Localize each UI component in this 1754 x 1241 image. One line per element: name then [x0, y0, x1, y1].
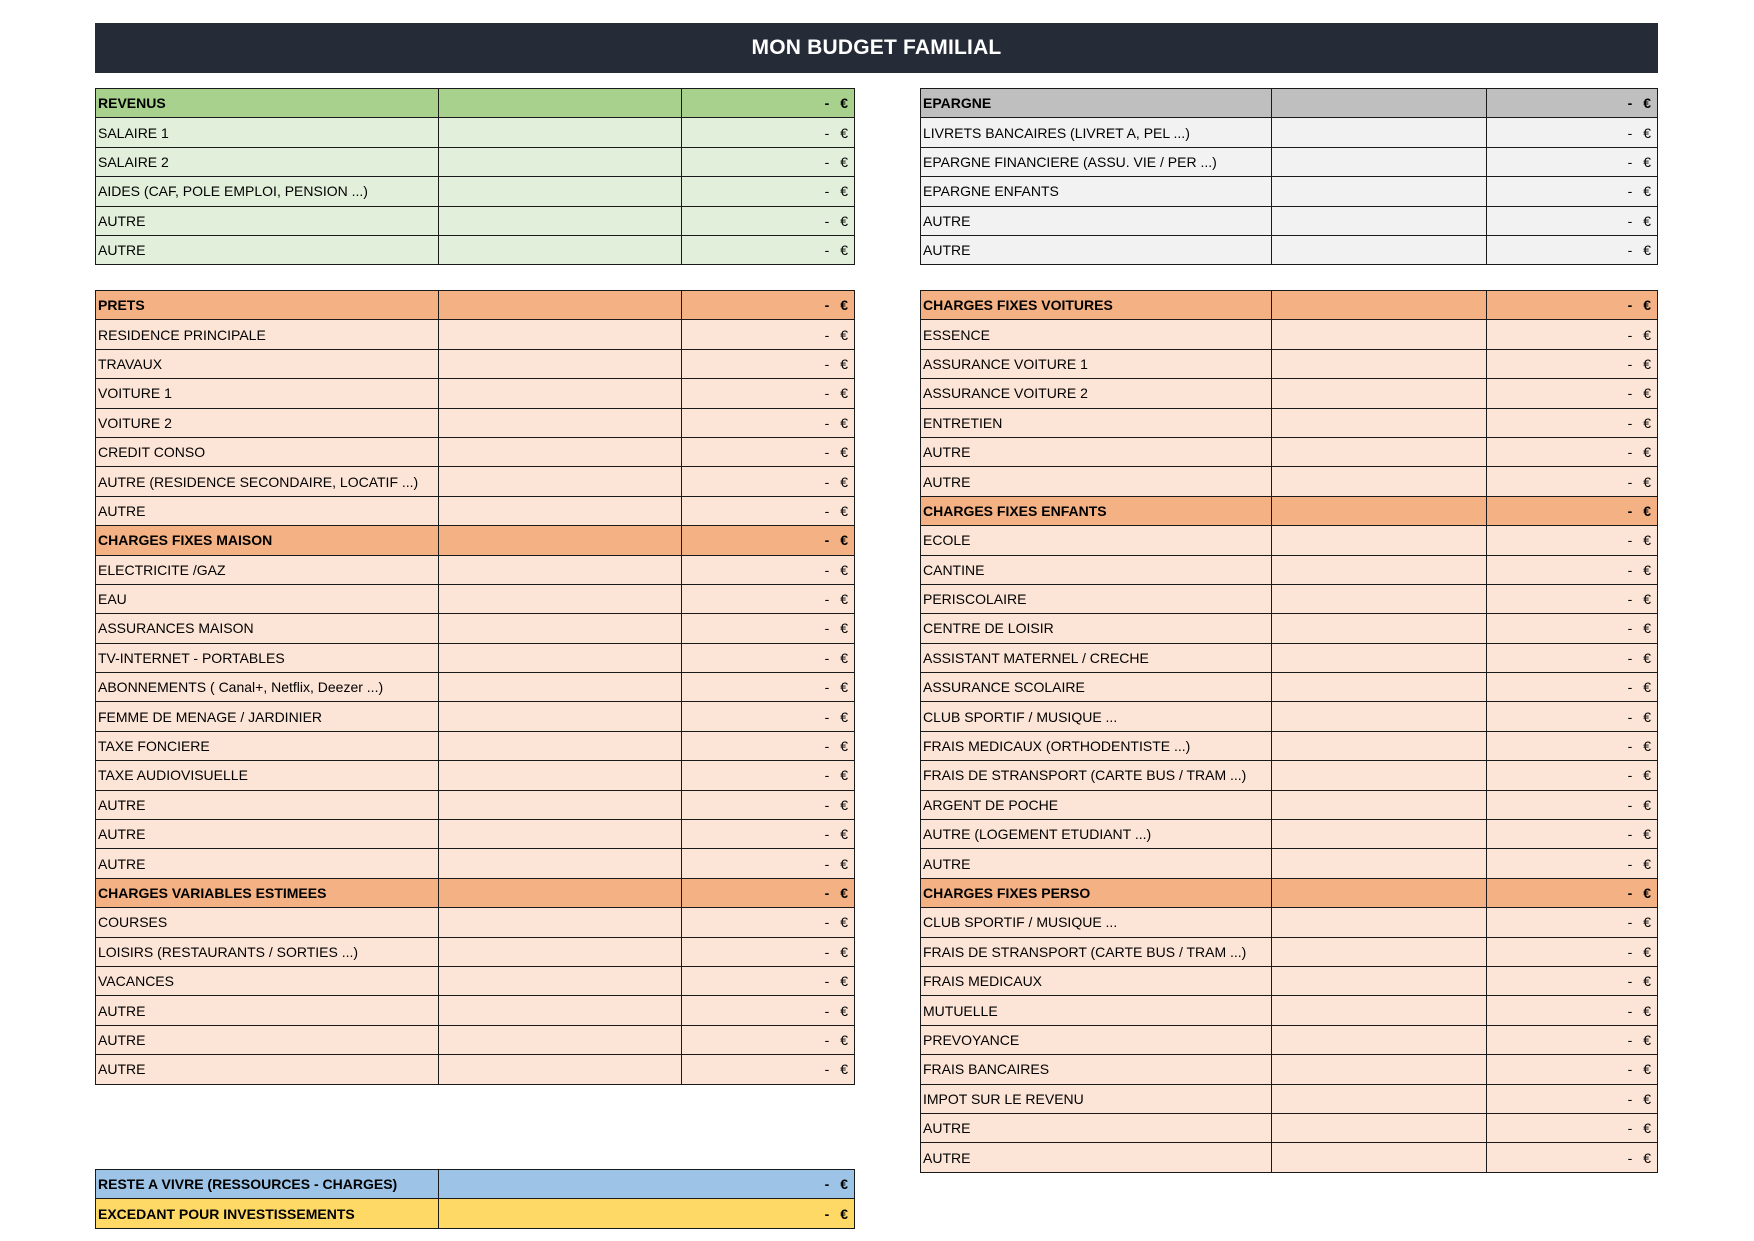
charges-maison-item-label: AUTRE	[96, 790, 439, 819]
charges-enfants-item-amount[interactable]: - €	[1487, 790, 1658, 819]
charges-perso-item-amount[interactable]: - €	[1487, 1055, 1658, 1084]
charges-maison-item-row	[96, 584, 855, 613]
charges-voitures-item-input-cell[interactable]	[1272, 349, 1487, 378]
prets-item-amount[interactable]: - €	[682, 496, 855, 525]
revenus-item-amount[interactable]: - €	[682, 235, 855, 264]
revenus-header-row	[96, 89, 855, 118]
charges-voitures-item-amount[interactable]: - €	[1487, 320, 1658, 349]
charges-enfants-item-amount[interactable]: - €	[1487, 526, 1658, 555]
charges-perso-item-label: AUTRE	[921, 1113, 1272, 1142]
charges-enfants-item-amount[interactable]: - €	[1487, 643, 1658, 672]
charges-perso-item-label: PREVOYANCE	[921, 1025, 1272, 1054]
charges-maison-item-amount[interactable]: - €	[682, 584, 855, 613]
charges-maison-item-row	[96, 731, 855, 760]
epargne-item-row	[921, 118, 1658, 147]
charges-enfants-item-row	[921, 702, 1658, 731]
charges-variables-header-input-cell	[439, 878, 682, 907]
charges-enfants-item-label: CENTRE DE LOISIR	[921, 614, 1272, 643]
charges-maison-item-row	[96, 555, 855, 584]
charges-enfants-item-label: ASSISTANT MATERNEL / CRECHE	[921, 643, 1272, 672]
charges-maison-item-amount[interactable]: - €	[682, 790, 855, 819]
charges-enfants-item-input-cell[interactable]	[1272, 790, 1487, 819]
charges-variables-header-amount: - €	[682, 878, 855, 907]
prets-item-input-cell[interactable]	[439, 496, 682, 525]
prets-header-amount: - €	[682, 291, 855, 320]
charges-perso-item-input-cell[interactable]	[1272, 1025, 1487, 1054]
epargne-item-input-cell[interactable]	[1272, 235, 1487, 264]
charges-voitures-item-label: ASSURANCE VOITURE 1	[921, 349, 1272, 378]
charges-variables-item-row	[96, 1025, 855, 1054]
charges-maison-item-label: TV-INTERNET - PORTABLES	[96, 643, 439, 672]
charges-maison-item-input-cell[interactable]	[439, 849, 682, 878]
charges-maison-item-amount[interactable]: - €	[682, 820, 855, 849]
charges-voitures-item-input-cell[interactable]	[1272, 437, 1487, 466]
charges-maison-item-row	[96, 614, 855, 643]
charges-perso-item-label: FRAIS DE STRANSPORT (CARTE BUS / TRAM ...)	[921, 937, 1272, 966]
epargne-item-row	[921, 206, 1658, 235]
charges-perso-item-amount[interactable]: - €	[1487, 1084, 1658, 1113]
epargne-item-amount[interactable]: - €	[1487, 118, 1658, 147]
charges-variables-item-row	[96, 1055, 855, 1084]
charges-maison-item-label: FEMME DE MENAGE / JARDINIER	[96, 702, 439, 731]
charges-enfants-header-input-cell	[1272, 496, 1487, 525]
charges-enfants-item-label: CANTINE	[921, 555, 1272, 584]
epargne-item-amount[interactable]: - €	[1487, 235, 1658, 264]
charges-maison-item-row	[96, 820, 855, 849]
charges-enfants-item-row	[921, 731, 1658, 760]
charges-maison-item-label: ASSURANCES MAISON	[96, 614, 439, 643]
prets-item-input-cell[interactable]	[439, 320, 682, 349]
prets-item-amount[interactable]: - €	[682, 467, 855, 496]
charges-perso-item-amount[interactable]: - €	[1487, 1025, 1658, 1054]
revenus-item-amount[interactable]: - €	[682, 206, 855, 235]
charges-voitures-item-input-cell[interactable]	[1272, 379, 1487, 408]
epargne-item-amount[interactable]: - €	[1487, 206, 1658, 235]
charges-perso-header-amount: - €	[1487, 878, 1658, 907]
charges-enfants-item-amount[interactable]: - €	[1487, 731, 1658, 760]
charges-perso-item-row	[921, 1113, 1658, 1142]
charges-maison-item-row	[96, 790, 855, 819]
charges-enfants-item-amount[interactable]: - €	[1487, 702, 1658, 731]
epargne-header-row	[921, 89, 1658, 118]
reste-a-vivre-row	[96, 1170, 855, 1199]
charges-perso-item-amount[interactable]: - €	[1487, 1143, 1658, 1172]
prets-item-row	[96, 437, 855, 466]
epargne-item-input-cell[interactable]	[1272, 118, 1487, 147]
epargne-item-label: EPARGNE FINANCIERE (ASSU. VIE / PER ...)	[921, 147, 1272, 176]
prets-item-label: AUTRE	[96, 496, 439, 525]
charges-enfants-item-input-cell[interactable]	[1272, 731, 1487, 760]
charges-enfants-header-row	[921, 496, 1658, 525]
charges-enfants-item-label: AUTRE (LOGEMENT ETUDIANT ...)	[921, 820, 1272, 849]
charges-variables-item-amount[interactable]: - €	[682, 966, 855, 995]
charges-perso-item-row	[921, 1025, 1658, 1054]
charges-voitures-item-input-cell[interactable]	[1272, 408, 1487, 437]
charges-perso-item-label: MUTUELLE	[921, 996, 1272, 1025]
charges-maison-item-row	[96, 761, 855, 790]
excedant-row	[96, 1199, 855, 1228]
charges-maison-item-input-cell[interactable]	[439, 614, 682, 643]
epargne-table	[920, 88, 1658, 265]
charges-enfants-item-row	[921, 761, 1658, 790]
charges-perso-item-input-cell[interactable]	[1272, 996, 1487, 1025]
charges-voitures-item-amount[interactable]: - €	[1487, 349, 1658, 378]
charges-perso-header-row	[921, 878, 1658, 907]
epargne-item-label: EPARGNE ENFANTS	[921, 177, 1272, 206]
charges-enfants-item-input-cell[interactable]	[1272, 643, 1487, 672]
charges-left-table	[95, 290, 855, 1085]
charges-voitures-header-amount: - €	[1487, 291, 1658, 320]
revenus-item-input-cell[interactable]	[439, 147, 682, 176]
charges-voitures-header-row	[921, 291, 1658, 320]
charges-voitures-item-label: ENTRETIEN	[921, 408, 1272, 437]
charges-maison-header-amount: - €	[682, 526, 855, 555]
revenus-item-amount[interactable]: - €	[682, 147, 855, 176]
charges-variables-item-label: LOISIRS (RESTAURANTS / SORTIES ...)	[96, 937, 439, 966]
charges-enfants-item-input-cell[interactable]	[1272, 702, 1487, 731]
charges-maison-item-amount[interactable]: - €	[682, 731, 855, 760]
charges-variables-item-input-cell[interactable]	[439, 937, 682, 966]
reste-a-vivre-label: RESTE A VIVRE (RESSOURCES - CHARGES)	[96, 1170, 439, 1199]
revenus-item-input-cell[interactable]	[439, 177, 682, 206]
epargne-item-row	[921, 235, 1658, 264]
charges-variables-item-label: COURSES	[96, 908, 439, 937]
charges-maison-item-amount[interactable]: - €	[682, 761, 855, 790]
charges-perso-item-row	[921, 1143, 1658, 1172]
charges-maison-item-input-cell[interactable]	[439, 731, 682, 760]
prets-item-input-cell[interactable]	[439, 349, 682, 378]
revenus-table	[95, 88, 855, 265]
charges-enfants-item-amount[interactable]: - €	[1487, 614, 1658, 643]
epargne-item-row	[921, 177, 1658, 206]
charges-voitures-item-label: AUTRE	[921, 467, 1272, 496]
epargne-item-input-cell[interactable]	[1272, 206, 1487, 235]
charges-maison-item-amount[interactable]: - €	[682, 702, 855, 731]
charges-maison-item-label: TAXE AUDIOVISUELLE	[96, 761, 439, 790]
prets-item-row	[96, 349, 855, 378]
charges-enfants-item-label: ASSURANCE SCOLAIRE	[921, 673, 1272, 702]
charges-perso-item-input-cell[interactable]	[1272, 937, 1487, 966]
charges-variables-item-row	[96, 937, 855, 966]
epargne-header-input-cell	[1272, 89, 1487, 118]
charges-perso-item-input-cell[interactable]	[1272, 1113, 1487, 1142]
charges-maison-item-amount[interactable]: - €	[682, 673, 855, 702]
charges-enfants-item-row	[921, 673, 1658, 702]
charges-variables-item-row	[96, 996, 855, 1025]
charges-enfants-item-label: PERISCOLAIRE	[921, 584, 1272, 613]
charges-maison-item-input-cell[interactable]	[439, 555, 682, 584]
charges-enfants-item-label: ARGENT DE POCHE	[921, 790, 1272, 819]
charges-maison-item-label: ABONNEMENTS ( Canal+, Netflix, Deezer ...)	[96, 673, 439, 702]
charges-enfants-item-label: FRAIS DE STRANSPORT (CARTE BUS / TRAM ...)	[921, 761, 1272, 790]
revenus-item-input-cell[interactable]	[439, 206, 682, 235]
charges-enfants-item-input-cell[interactable]	[1272, 761, 1487, 790]
charges-voitures-item-amount[interactable]: - €	[1487, 379, 1658, 408]
revenus-item-label: SALAIRE 2	[96, 147, 439, 176]
charges-enfants-item-label: AUTRE	[921, 849, 1272, 878]
charges-variables-item-row	[96, 908, 855, 937]
charges-voitures-item-amount[interactable]: - €	[1487, 467, 1658, 496]
charges-maison-item-label: EAU	[96, 584, 439, 613]
charges-maison-header-input-cell	[439, 526, 682, 555]
prets-item-amount[interactable]: - €	[682, 379, 855, 408]
charges-perso-item-row	[921, 1055, 1658, 1084]
prets-item-label: VOITURE 1	[96, 379, 439, 408]
excedant-label: EXCEDANT POUR INVESTISSEMENTS	[96, 1199, 439, 1228]
charges-voitures-item-row	[921, 320, 1658, 349]
charges-maison-item-amount[interactable]: - €	[682, 849, 855, 878]
charges-maison-item-label: TAXE FONCIERE	[96, 731, 439, 760]
charges-voitures-item-label: ASSURANCE VOITURE 2	[921, 379, 1272, 408]
charges-enfants-item-amount[interactable]: - €	[1487, 849, 1658, 878]
epargne-header-amount: - €	[1487, 89, 1658, 118]
charges-enfants-item-amount[interactable]: - €	[1487, 584, 1658, 613]
epargne-item-amount[interactable]: - €	[1487, 147, 1658, 176]
charges-voitures-item-input-cell[interactable]	[1272, 320, 1487, 349]
charges-maison-item-amount[interactable]: - €	[682, 643, 855, 672]
prets-header-input-cell	[439, 291, 682, 320]
charges-enfants-item-row	[921, 614, 1658, 643]
revenus-item-input-cell[interactable]	[439, 118, 682, 147]
prets-item-row	[96, 320, 855, 349]
charges-maison-item-row	[96, 673, 855, 702]
charges-maison-item-input-cell[interactable]	[439, 584, 682, 613]
charges-enfants-item-row	[921, 526, 1658, 555]
revenus-item-row	[96, 177, 855, 206]
prets-item-input-cell[interactable]	[439, 379, 682, 408]
revenus-item-label: AIDES (CAF, POLE EMPLOI, PENSION ...)	[96, 177, 439, 206]
charges-voitures-item-label: AUTRE	[921, 437, 1272, 466]
charges-variables-header-label: CHARGES VARIABLES ESTIMEES	[96, 878, 439, 907]
prets-item-label: RESIDENCE PRINCIPALE	[96, 320, 439, 349]
excedant-value[interactable]: - €	[439, 1199, 855, 1228]
epargne-item-label: AUTRE	[921, 206, 1272, 235]
charges-enfants-item-input-cell[interactable]	[1272, 673, 1487, 702]
epargne-item-input-cell[interactable]	[1272, 177, 1487, 206]
charges-perso-item-label: FRAIS BANCAIRES	[921, 1055, 1272, 1084]
prets-item-amount[interactable]: - €	[682, 320, 855, 349]
charges-enfants-item-label: ECOLE	[921, 526, 1272, 555]
charges-maison-item-label: ELECTRICITE /GAZ	[96, 555, 439, 584]
charges-enfants-item-row	[921, 849, 1658, 878]
charges-voitures-header-label: CHARGES FIXES VOITURES	[921, 291, 1272, 320]
page-title: MON BUDGET FAMILIAL	[95, 23, 1658, 73]
charges-perso-item-input-cell[interactable]	[1272, 1143, 1487, 1172]
revenus-header-amount: - €	[682, 89, 855, 118]
charges-voitures-header-input-cell	[1272, 291, 1487, 320]
charges-variables-item-amount[interactable]: - €	[682, 1025, 855, 1054]
charges-perso-item-label: AUTRE	[921, 1143, 1272, 1172]
charges-maison-item-label: AUTRE	[96, 820, 439, 849]
charges-enfants-header-amount: - €	[1487, 496, 1658, 525]
charges-perso-header-input-cell	[1272, 878, 1487, 907]
prets-header-row	[96, 291, 855, 320]
prets-item-amount[interactable]: - €	[682, 408, 855, 437]
charges-enfants-item-input-cell[interactable]	[1272, 584, 1487, 613]
prets-item-label: TRAVAUX	[96, 349, 439, 378]
charges-perso-item-input-cell[interactable]	[1272, 1084, 1487, 1113]
charges-perso-item-amount[interactable]: - €	[1487, 908, 1658, 937]
charges-variables-item-label: AUTRE	[96, 1055, 439, 1084]
prets-item-label: VOITURE 2	[96, 408, 439, 437]
charges-perso-item-amount[interactable]: - €	[1487, 937, 1658, 966]
charges-right-table	[920, 290, 1658, 1173]
charges-variables-item-label: AUTRE	[96, 996, 439, 1025]
charges-enfants-item-label: FRAIS MEDICAUX (ORTHODENTISTE ...)	[921, 731, 1272, 760]
charges-variables-item-amount[interactable]: - €	[682, 937, 855, 966]
prets-item-row	[96, 379, 855, 408]
charges-perso-item-label: FRAIS MEDICAUX	[921, 966, 1272, 995]
charges-voitures-item-amount[interactable]: - €	[1487, 408, 1658, 437]
charges-enfants-item-row	[921, 820, 1658, 849]
revenus-item-label: AUTRE	[96, 235, 439, 264]
charges-variables-header-row	[96, 878, 855, 907]
prets-item-row	[96, 408, 855, 437]
charges-perso-item-amount[interactable]: - €	[1487, 966, 1658, 995]
prets-item-label: AUTRE (RESIDENCE SECONDAIRE, LOCATIF ...)	[96, 467, 439, 496]
charges-enfants-item-row	[921, 555, 1658, 584]
charges-voitures-item-row	[921, 379, 1658, 408]
charges-enfants-item-amount[interactable]: - €	[1487, 761, 1658, 790]
charges-maison-item-input-cell[interactable]	[439, 702, 682, 731]
prets-item-row	[96, 467, 855, 496]
charges-variables-item-label: AUTRE	[96, 1025, 439, 1054]
revenus-header-input-cell	[439, 89, 682, 118]
charges-variables-item-input-cell[interactable]	[439, 996, 682, 1025]
charges-enfants-item-row	[921, 584, 1658, 613]
prets-item-amount[interactable]: - €	[682, 437, 855, 466]
charges-enfants-item-input-cell[interactable]	[1272, 849, 1487, 878]
charges-voitures-item-row	[921, 467, 1658, 496]
charges-enfants-item-row	[921, 790, 1658, 819]
charges-enfants-item-amount[interactable]: - €	[1487, 820, 1658, 849]
totals-table	[95, 1169, 855, 1229]
charges-enfants-item-amount[interactable]: - €	[1487, 555, 1658, 584]
revenus-header-label: REVENUS	[96, 89, 439, 118]
charges-enfants-item-amount[interactable]: - €	[1487, 673, 1658, 702]
charges-voitures-item-input-cell[interactable]	[1272, 467, 1487, 496]
revenus-item-label: AUTRE	[96, 206, 439, 235]
revenus-item-amount[interactable]: - €	[682, 177, 855, 206]
prets-item-row	[96, 496, 855, 525]
charges-perso-item-row	[921, 937, 1658, 966]
prets-item-input-cell[interactable]	[439, 408, 682, 437]
charges-variables-item-label: VACANCES	[96, 966, 439, 995]
epargne-item-label: LIVRETS BANCAIRES (LIVRET A, PEL ...)	[921, 118, 1272, 147]
charges-maison-header-row	[96, 526, 855, 555]
revenus-item-row	[96, 118, 855, 147]
charges-variables-item-input-cell[interactable]	[439, 908, 682, 937]
charges-voitures-item-label: ESSENCE	[921, 320, 1272, 349]
charges-variables-item-input-cell[interactable]	[439, 1055, 682, 1084]
charges-variables-item-amount[interactable]: - €	[682, 996, 855, 1025]
charges-perso-item-amount[interactable]: - €	[1487, 1113, 1658, 1142]
charges-maison-item-amount[interactable]: - €	[682, 555, 855, 584]
charges-maison-item-input-cell[interactable]	[439, 820, 682, 849]
charges-enfants-item-input-cell[interactable]	[1272, 526, 1487, 555]
charges-maison-header-label: CHARGES FIXES MAISON	[96, 526, 439, 555]
epargne-item-amount[interactable]: - €	[1487, 177, 1658, 206]
charges-enfants-item-input-cell[interactable]	[1272, 820, 1487, 849]
charges-variables-item-amount[interactable]: - €	[682, 1055, 855, 1084]
revenus-item-amount[interactable]: - €	[682, 118, 855, 147]
prets-item-label: CREDIT CONSO	[96, 437, 439, 466]
charges-perso-item-amount[interactable]: - €	[1487, 996, 1658, 1025]
charges-perso-item-row	[921, 996, 1658, 1025]
revenus-item-row	[96, 206, 855, 235]
epargne-item-label: AUTRE	[921, 235, 1272, 264]
charges-maison-item-row	[96, 702, 855, 731]
revenus-item-row	[96, 235, 855, 264]
charges-maison-item-input-cell[interactable]	[439, 673, 682, 702]
reste-a-vivre-value[interactable]: - €	[439, 1170, 855, 1199]
charges-maison-item-row	[96, 643, 855, 672]
revenus-item-row	[96, 147, 855, 176]
epargne-header-label: EPARGNE	[921, 89, 1272, 118]
charges-maison-item-input-cell[interactable]	[439, 643, 682, 672]
epargne-item-row	[921, 147, 1658, 176]
charges-variables-item-amount[interactable]: - €	[682, 908, 855, 937]
charges-perso-item-row	[921, 1084, 1658, 1113]
charges-enfants-item-input-cell[interactable]	[1272, 555, 1487, 584]
charges-maison-item-input-cell[interactable]	[439, 761, 682, 790]
charges-enfants-item-input-cell[interactable]	[1272, 614, 1487, 643]
charges-enfants-header-label: CHARGES FIXES ENFANTS	[921, 496, 1272, 525]
charges-variables-item-row	[96, 966, 855, 995]
charges-maison-item-row	[96, 849, 855, 878]
charges-variables-item-input-cell[interactable]	[439, 966, 682, 995]
prets-item-input-cell[interactable]	[439, 437, 682, 466]
charges-variables-item-input-cell[interactable]	[439, 1025, 682, 1054]
prets-item-input-cell[interactable]	[439, 467, 682, 496]
charges-enfants-item-row	[921, 643, 1658, 672]
charges-voitures-item-row	[921, 437, 1658, 466]
revenus-item-input-cell[interactable]	[439, 235, 682, 264]
charges-voitures-item-amount[interactable]: - €	[1487, 437, 1658, 466]
revenus-item-label: SALAIRE 1	[96, 118, 439, 147]
charges-perso-item-row	[921, 908, 1658, 937]
charges-maison-item-input-cell[interactable]	[439, 790, 682, 819]
charges-voitures-item-row	[921, 408, 1658, 437]
charges-perso-item-input-cell[interactable]	[1272, 966, 1487, 995]
charges-perso-item-input-cell[interactable]	[1272, 908, 1487, 937]
prets-item-amount[interactable]: - €	[682, 349, 855, 378]
charges-enfants-item-label: CLUB SPORTIF / MUSIQUE ...	[921, 702, 1272, 731]
charges-maison-item-amount[interactable]: - €	[682, 614, 855, 643]
epargne-item-input-cell[interactable]	[1272, 147, 1487, 176]
charges-voitures-item-row	[921, 349, 1658, 378]
prets-header-label: PRETS	[96, 291, 439, 320]
charges-perso-item-label: CLUB SPORTIF / MUSIQUE ...	[921, 908, 1272, 937]
charges-perso-header-label: CHARGES FIXES PERSO	[921, 878, 1272, 907]
charges-perso-item-input-cell[interactable]	[1272, 1055, 1487, 1084]
charges-perso-item-label: IMPOT SUR LE REVENU	[921, 1084, 1272, 1113]
charges-maison-item-label: AUTRE	[96, 849, 439, 878]
charges-perso-item-row	[921, 966, 1658, 995]
